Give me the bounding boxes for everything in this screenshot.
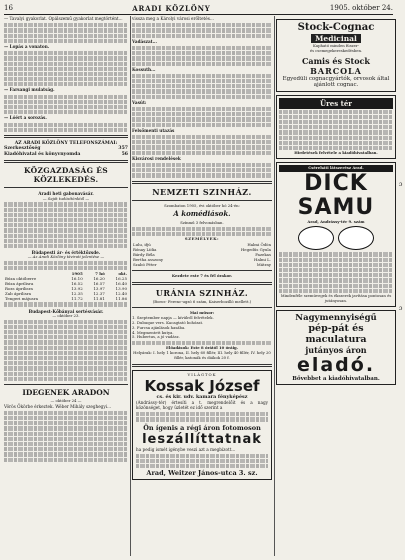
table-row: Szabó Péter Mátray xyxy=(133,261,271,267)
issue-date: 1905. október 24. xyxy=(329,4,393,12)
urania-item: 2. Dubuque vers. Kacagtató bohózat. xyxy=(132,319,204,325)
article-heading: Vasút: xyxy=(132,99,147,105)
advert-text: Hirdetések felvétele a kiadóhivatalban. xyxy=(294,150,378,156)
urania-item: 5. Hubertus, a jó vadász. xyxy=(132,334,180,340)
advert-company: Camis és Stock xyxy=(302,55,370,66)
cast-table xyxy=(132,242,272,267)
theater-genre: Színmű 3 felvonásban. xyxy=(180,219,224,225)
spectacles-icon xyxy=(279,226,393,250)
article-heading: Kisvárosi rendelések xyxy=(132,155,181,161)
page-number: 16 xyxy=(4,4,13,12)
theater-title: NEMZETI SZINHÁZ. xyxy=(152,186,252,197)
advert-address: Arad, Andrássy-tér 9. szám xyxy=(307,218,365,224)
advert-price: jutányos áron xyxy=(305,344,367,355)
advert-address: Arad, Weitzer János-utca 3. sz. xyxy=(146,469,258,478)
phone-title: AZ ARADI KÖZLÖNY TELEFONSZÁMAI: xyxy=(14,141,118,146)
urania-hours: Előadások: Este 8 órától 10 óráig. xyxy=(165,345,239,351)
theater-time: Kezdete este 7 és fél órakor. xyxy=(171,272,233,278)
advert-tail: ha pedig ismét igénybe veszi azt a megbízott... xyxy=(136,446,236,452)
column-middle xyxy=(132,16,272,556)
visitors-text: Vörös Ökörbe érkeztek. Wéber Mihály szeghegyi... xyxy=(4,403,112,409)
advert-name: DICK SAMU xyxy=(297,170,375,220)
table-row: Bertha asszony Halmi L. xyxy=(133,256,271,262)
kossak-advert xyxy=(132,370,272,481)
advert-headline: leszállíttatnak xyxy=(142,431,262,447)
table-header-row: 1905 7 hó okt. xyxy=(71,271,127,277)
article-heading: Vadászat... xyxy=(132,38,157,44)
advert-quantity: Nagymennyiségű xyxy=(295,312,377,323)
advert-title: Üres tér xyxy=(279,98,393,109)
table-row: Lulu, ifjú Halmi Ödön xyxy=(133,241,271,247)
advert-name: Kossak József xyxy=(144,376,260,395)
article-paragraph: vissza meg a Károlyi városi erőltetés... xyxy=(132,16,214,21)
page-header xyxy=(4,2,393,15)
theater-play: A komédiások. xyxy=(173,209,231,219)
margin-mark: ɔ xyxy=(399,305,403,312)
masthead: ARADI KÖZLÖNY xyxy=(132,3,211,13)
advert-title: Stock-Cognac xyxy=(297,22,375,33)
article-heading: Felsőmenti utazás xyxy=(132,127,175,133)
advert-label: VILÁGTOK xyxy=(187,371,217,377)
market-subtitle: — Az Aradi Közlöny távirati jelentése — xyxy=(27,254,105,260)
advert-text: Kapható minden füszer- xyxy=(313,43,359,48)
advert-subtitle: Medicinal xyxy=(311,34,361,43)
urania-item: 3. Furcsa ajánlások hasába. xyxy=(132,324,186,330)
urania-title: URÁNIA SZINHÁZ. xyxy=(155,287,249,298)
table-row: Rozs áprilisra 13.92 13.97 13.90 xyxy=(5,286,127,292)
price-table xyxy=(4,271,128,301)
empty-space-advert xyxy=(276,95,396,159)
section-title: KÖZGAZDASÁG ÉS KÖZLEKEDÉS. xyxy=(24,166,108,185)
advert-label: Cséreháti látszerész Arad. xyxy=(279,165,393,172)
cast-title: SZEMÉLYEK: xyxy=(184,236,220,241)
advert-where: Bővebbet a kiadóhivatalban. xyxy=(292,375,380,382)
section-subtitle: Aradi heti gabonavásár. xyxy=(38,191,94,197)
advert-text: Mindenféle szemüvegek és ékszerek javítása pontosan és jutányosan. xyxy=(280,292,392,303)
visitors-date: — október 24 — xyxy=(50,397,82,403)
column-left xyxy=(4,16,128,556)
advert-description: Egyedüli cognacgyártók, orvosok által ajánlott cognac. xyxy=(282,75,390,89)
article-paragraph: — Tavalyi gyakorlat. Opálszemű gyakorlat megtörtént... xyxy=(4,16,123,21)
article-heading: Kossuth... xyxy=(132,66,156,72)
livestock-subtitle: — október 23. xyxy=(52,312,80,318)
visitors-title: IDEGENEK ARADON xyxy=(22,387,110,397)
paper-advert xyxy=(276,310,396,386)
table-row: Zab áprilisra 12.35 12.37 12.40 xyxy=(5,291,127,297)
article-heading: — Lopás a vonaton. xyxy=(4,43,50,49)
urania-item: 4. Megmentett kutya. xyxy=(132,329,174,335)
table-row: Búza októberre 16.10 16.20 16.25 xyxy=(5,276,127,282)
advert-subtitle: cs. és kir. udv. kamara fényképész xyxy=(156,393,248,400)
table-row: Tengeri májusra 11.72 11.81 11.86 xyxy=(5,296,127,302)
phone-row: Kiadóhivatal és könyvnyomda 56 xyxy=(4,151,128,157)
column-right xyxy=(276,16,396,556)
article-heading: — Farsangi mulatság. xyxy=(4,87,55,93)
market-title: Búdapesti ár- és értéktőzsde. xyxy=(31,250,101,256)
advert-headline: eladó. xyxy=(296,353,376,376)
column-divider xyxy=(130,16,131,556)
theater-date: Szombaton 1905, évi október hó 24-én: xyxy=(164,202,240,208)
livestock-title: Budapest-Kőbányai sertésvásár. xyxy=(28,308,104,314)
optician-advert xyxy=(276,162,396,307)
urania-item: 1. Szeptember napja — kívülről felvételek. xyxy=(132,315,214,321)
advert-text: (Andrássy-tér) értesíti a t. megrendelőit és a nagy közönséget, hogy üzletét ez idő szerint a xyxy=(136,399,268,410)
column-divider xyxy=(274,16,275,556)
advert-text: és csemegekereskedésben. xyxy=(309,47,363,53)
article-heading: — Lóért a sorozás. xyxy=(4,115,47,121)
margin-mark: ɔ xyxy=(399,181,403,188)
advert-city: BARCOLA xyxy=(310,65,362,76)
advert-highlight: Ön ígenis a régi áron fotomoson xyxy=(143,423,261,432)
cognac-advert xyxy=(276,19,396,92)
urania-subtitle: (Boros- Ferenc-ugzó 6 szám, Kaiserbozilló mellett.) xyxy=(152,298,252,304)
table-row: Bárdy Béla Fazekas xyxy=(133,251,271,257)
urania-program-title: Mai műsor: xyxy=(189,310,215,316)
phone-row: Szerkesztőség 357 xyxy=(4,146,128,152)
section-byline: — Saját tudósítónktól — xyxy=(42,195,90,201)
advert-item: pép-pát és maculatura xyxy=(305,322,367,345)
table-row: Rónay Lídia Hegedűs Gyula xyxy=(133,246,271,252)
urania-prices: Helyárak: I. hely 1 korona, II. hely 60 fillér, III. hely 40 fillér, IV. hely 20 fillér, katonák és diákok 20 f. xyxy=(133,350,271,360)
table-row: Búza áprilisra 16.52 16.57 16.40 xyxy=(5,281,127,287)
